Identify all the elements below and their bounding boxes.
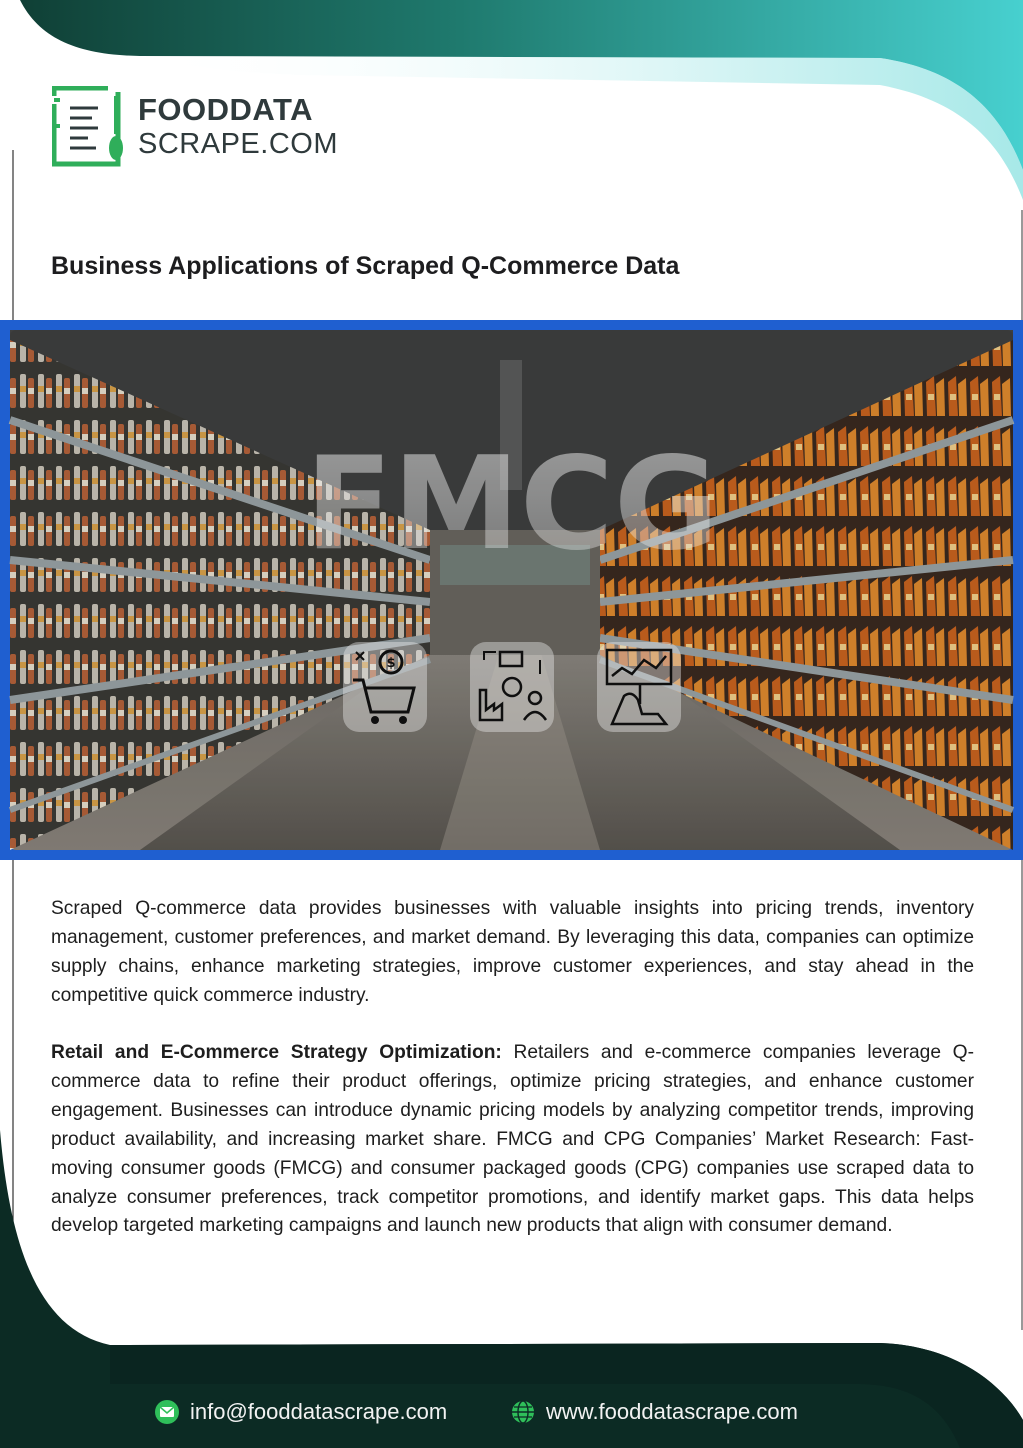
strategy-lead: Retail and E-Commerce Strategy Optimization: bbox=[51, 1042, 502, 1063]
fmcg-overlay-text: FMCG bbox=[305, 430, 719, 579]
logo-text-line2: SCRAPE.COM bbox=[138, 128, 338, 160]
envelope-icon bbox=[154, 1399, 180, 1425]
email-text[interactable]: info@fooddatascrape.com bbox=[190, 1399, 448, 1424]
page-title: Business Applications of Scraped Q-Commerce Data bbox=[51, 252, 680, 280]
website-text[interactable]: www.fooddatascrape.com bbox=[546, 1399, 798, 1424]
hero-image bbox=[0, 320, 1023, 860]
logo-text-line1: FOODDATA bbox=[138, 92, 314, 127]
brand-logo bbox=[52, 86, 342, 168]
footer-website[interactable] bbox=[510, 1394, 798, 1430]
intro-paragraph: Scraped Q-commerce data provides businesses with valuable insights into pricing trends, inventory management, customer preferences, and market demand. By leveraging this data, companies can optimize supply chains, enhance marketing strategies, improve customer experiences, and stay ahead in the competitive quick commerce industry. bbox=[51, 898, 974, 1006]
footer-email[interactable] bbox=[154, 1394, 447, 1430]
svg-text:$: $ bbox=[386, 656, 396, 671]
globe-icon bbox=[510, 1399, 536, 1425]
strategy-body: Retailers and e-commerce companies leverage Q-commerce data to refine their product offerings, optimize pricing strategies, and enhance customer engagement. Businesses can introduce dynamic pricing models by analyzing competitor trends, improving product availability, and increasing market share. FMCG and CPG Companies’ Market Research: Fast-moving consumer goods (FMCG) and consumer packaged goods (CPG) companies use scraped data to analyze consumer preferences, track competitor promotions, and identify market gaps. This data helps develop targeted marketing campaigns and launch new products that align with consumer demand. bbox=[51, 1042, 974, 1237]
strategy-paragraph bbox=[51, 1039, 974, 1241]
menu-list-spoon-icon bbox=[52, 86, 132, 168]
